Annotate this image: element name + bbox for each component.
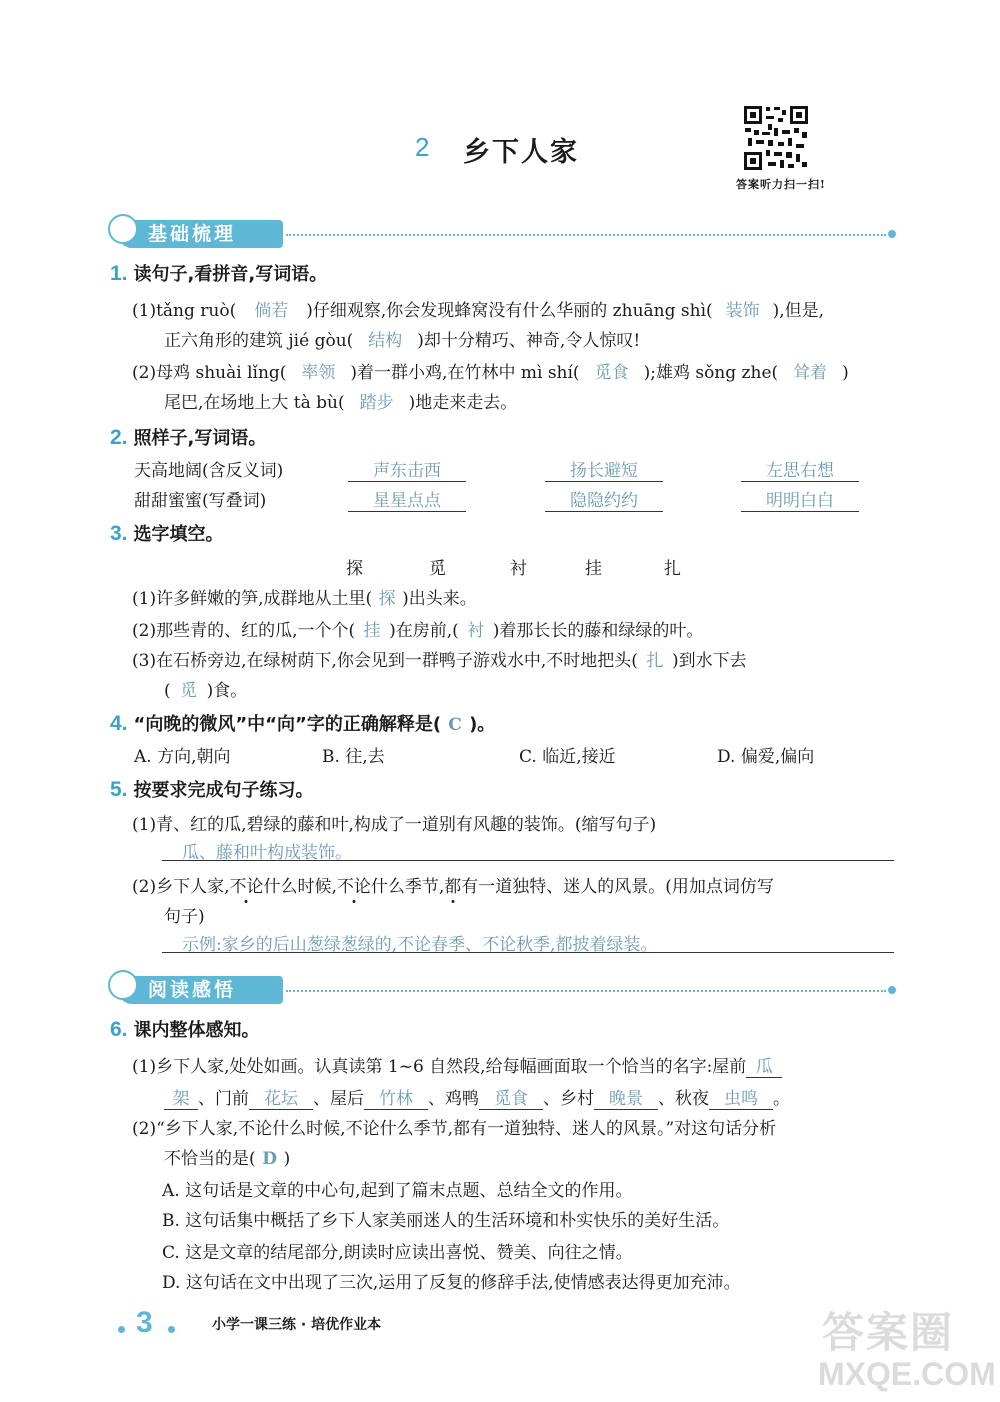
choice-char: 衬 <box>510 559 527 579</box>
answer-blank: 瓜 <box>746 1052 782 1078</box>
watermark <box>812 1300 998 1398</box>
answer: 瓜、藤和叶构成装饰。 <box>182 843 352 863</box>
question-3-heading <box>110 520 224 546</box>
answer-blank: 晚景 <box>594 1084 658 1110</box>
answer-blank: 竹林 <box>364 1084 428 1110</box>
divider-end-dot <box>888 986 896 994</box>
answer: 踏步 <box>359 393 394 413</box>
clock-icon <box>108 214 138 244</box>
answer-blank: 明明白白 <box>741 486 859 512</box>
footer-dot <box>118 1326 125 1333</box>
choice-char: 扎 <box>664 559 681 579</box>
answer-blank: 声东击西 <box>348 456 466 482</box>
question-number: 4. <box>110 712 128 735</box>
option-b: B. 这句话集中概括了乡下人家美丽迷人的生活环境和朴实快乐的美好生活。 <box>162 1211 730 1231</box>
answer-blank: 花坛 <box>249 1084 313 1110</box>
answer: 扎 <box>646 651 664 671</box>
question-1-heading <box>110 260 327 286</box>
answer-blank: 左思右想 <box>741 456 859 482</box>
option-c: C. 临近,接近 <box>519 747 616 767</box>
q1-line-3: (2)母鸡 shuài lǐng( 率领 )着一群小鸡,在竹林中 mì shí( 觅食 );雄鸡 sǒng zhe( 耸着 ) <box>132 358 849 383</box>
question-title: 按要求完成句子练习。 <box>133 780 314 801</box>
qr-caption: 答案听力扫一扫! <box>736 178 826 191</box>
section-banner-basics <box>108 214 900 252</box>
clock-icon <box>108 970 138 1000</box>
question-6-heading <box>110 1016 260 1042</box>
answer: 装饰 <box>725 301 760 321</box>
q3-sentence-3: (3)在石桥旁边,在绿树荫下,你会见到一群鸭子游戏水中,不时地把头( 扎 )到水下去 <box>132 646 747 671</box>
q5-prompt-2-cont: 句子) <box>164 907 205 927</box>
answer: 觅 <box>180 681 198 701</box>
watermark-bottom: MXQE.COM <box>818 1356 996 1392</box>
answer-blank: 扬长避短 <box>545 456 663 482</box>
answer: 觅食 <box>594 363 629 383</box>
choice-char: 挂 <box>585 559 602 579</box>
choice-char: 探 <box>346 559 363 579</box>
answer: 倘若 <box>254 301 289 321</box>
question-number: 2. <box>110 426 128 449</box>
question-number: 3. <box>110 522 128 545</box>
question-4-heading: 4. “向晚的微风”中“向”字的正确解释是( C )。 <box>110 712 496 735</box>
divider <box>286 990 886 992</box>
qr-code-icon[interactable] <box>742 104 810 172</box>
q6-part-1: (1)乡下人家,处处如画。认真读第 1~6 自然段,给每幅画面取一个恰当的名字:屋前 瓜 <box>132 1052 782 1078</box>
q3-sentence-1: (1)许多鲜嫩的笋,成群地从土里( 探 )出头来。 <box>132 584 477 609</box>
divider <box>286 234 886 236</box>
question-title: 读句子,看拼音,写词语。 <box>133 264 328 285</box>
answer-line <box>162 952 894 953</box>
section-title: 基础梳理 <box>118 220 283 248</box>
option-a: A. 方向,朝向 <box>134 747 231 767</box>
q1-line-2: 正六角形的建筑 jié gòu( 结构 )却十分精巧、神奇,令人惊叹! <box>164 326 640 351</box>
divider-end-dot <box>888 230 896 238</box>
q1-line-1: (1)tǎng ruò( 倘若 )仔细观察,你会发现蜂窝没有什么华丽的 zhuāng shì( 装饰 ),但是, <box>132 296 824 321</box>
answer-blank: 架 <box>164 1084 198 1110</box>
question-number: 5. <box>110 778 128 801</box>
q1-line-4: 尾巴,在场地上大 tà bù( 踏步 )地走来走去。 <box>164 388 517 413</box>
answer: 耸着 <box>793 363 828 383</box>
question-title: 选字填空。 <box>133 524 224 545</box>
q2-row-2-label: 甜甜蜜蜜(写叠词) <box>134 491 267 511</box>
book-title: 小学一课三练 · 培优作业本 <box>212 1317 382 1333</box>
watermark-top: 答案圈 <box>822 1308 955 1357</box>
question-title: 照样子,写词语。 <box>133 428 267 449</box>
option-c: C. 这是文章的结尾部分,朗读时应读出喜悦、赞美、向往之情。 <box>162 1243 633 1263</box>
option-a: A. 这句话是文章的中心句,起到了篇末点题、总结全文的作用。 <box>162 1181 633 1201</box>
answer: 结构 <box>368 331 403 351</box>
q3-sentence-3-cont: ( 觅 )食。 <box>164 676 247 701</box>
footer-dot <box>168 1326 175 1333</box>
q5-prompt-2: (2)乡下人家,不论什么时候,不论什么季节,都有一道独特、迷人的风景。(用加点词仿写 <box>132 877 774 897</box>
answer-blank: 觅食 <box>479 1084 543 1110</box>
question-5-heading <box>110 776 314 802</box>
answer-blank: 隐隐约约 <box>545 486 663 512</box>
answer: 衬 <box>467 621 485 641</box>
q6-part-1-cont: 架 、门前 花坛 、屋后 竹林 、鸡鸭 觅食 、乡村 晚景 、秋夜 虫鸣 。 <box>164 1084 790 1110</box>
question-number: 1. <box>110 262 128 285</box>
page-number: 3 <box>136 1306 153 1339</box>
answer: C <box>448 715 462 735</box>
q3-sentence-2: (2)那些青的、红的瓜,一个个( 挂 )在房前,( 衬 )着那长长的藤和绿绿的叶。 <box>132 616 703 641</box>
option-d: D. 偏爱,偏向 <box>717 747 815 767</box>
question-title: 课内整体感知。 <box>133 1020 260 1041</box>
answer: 探 <box>378 589 396 609</box>
answer: D <box>262 1149 278 1169</box>
q2-row-1-label: 天高地阔(含反义词) <box>134 461 284 481</box>
answer-line <box>162 860 894 861</box>
question-number: 6. <box>110 1018 128 1041</box>
choice-char: 觅 <box>429 559 446 579</box>
q6-part-2-cont: 不恰当的是( D ) <box>164 1149 291 1169</box>
section-banner-reading <box>108 970 900 1008</box>
answer: 示例:家乡的后山葱绿葱绿的,不论春季、不论秋季,都披着绿装。 <box>182 935 658 955</box>
answer-blank: 虫鸣 <box>709 1084 773 1110</box>
q6-part-2: (2)“乡下人家,不论什么时候,不论什么季节,都有一道独特、迷人的风景。”对这句话分析 <box>132 1119 777 1139</box>
lesson-number: 2 <box>415 132 430 162</box>
answer: 率领 <box>301 363 336 383</box>
q5-prompt-1: (1)青、红的瓜,碧绿的藤和叶,构成了一道别有风趣的装饰。(缩写句子) <box>132 815 657 835</box>
option-d: D. 这句话在文中出现了三次,运用了反复的修辞手法,使情感表达得更加充沛。 <box>162 1273 741 1293</box>
answer: 挂 <box>363 621 381 641</box>
option-b: B. 往,去 <box>322 747 385 767</box>
section-title: 阅读感悟 <box>118 976 283 1004</box>
answer-blank: 星星点点 <box>348 486 466 512</box>
question-2-heading <box>110 424 266 450</box>
lesson-title: 乡下人家 <box>463 137 579 168</box>
